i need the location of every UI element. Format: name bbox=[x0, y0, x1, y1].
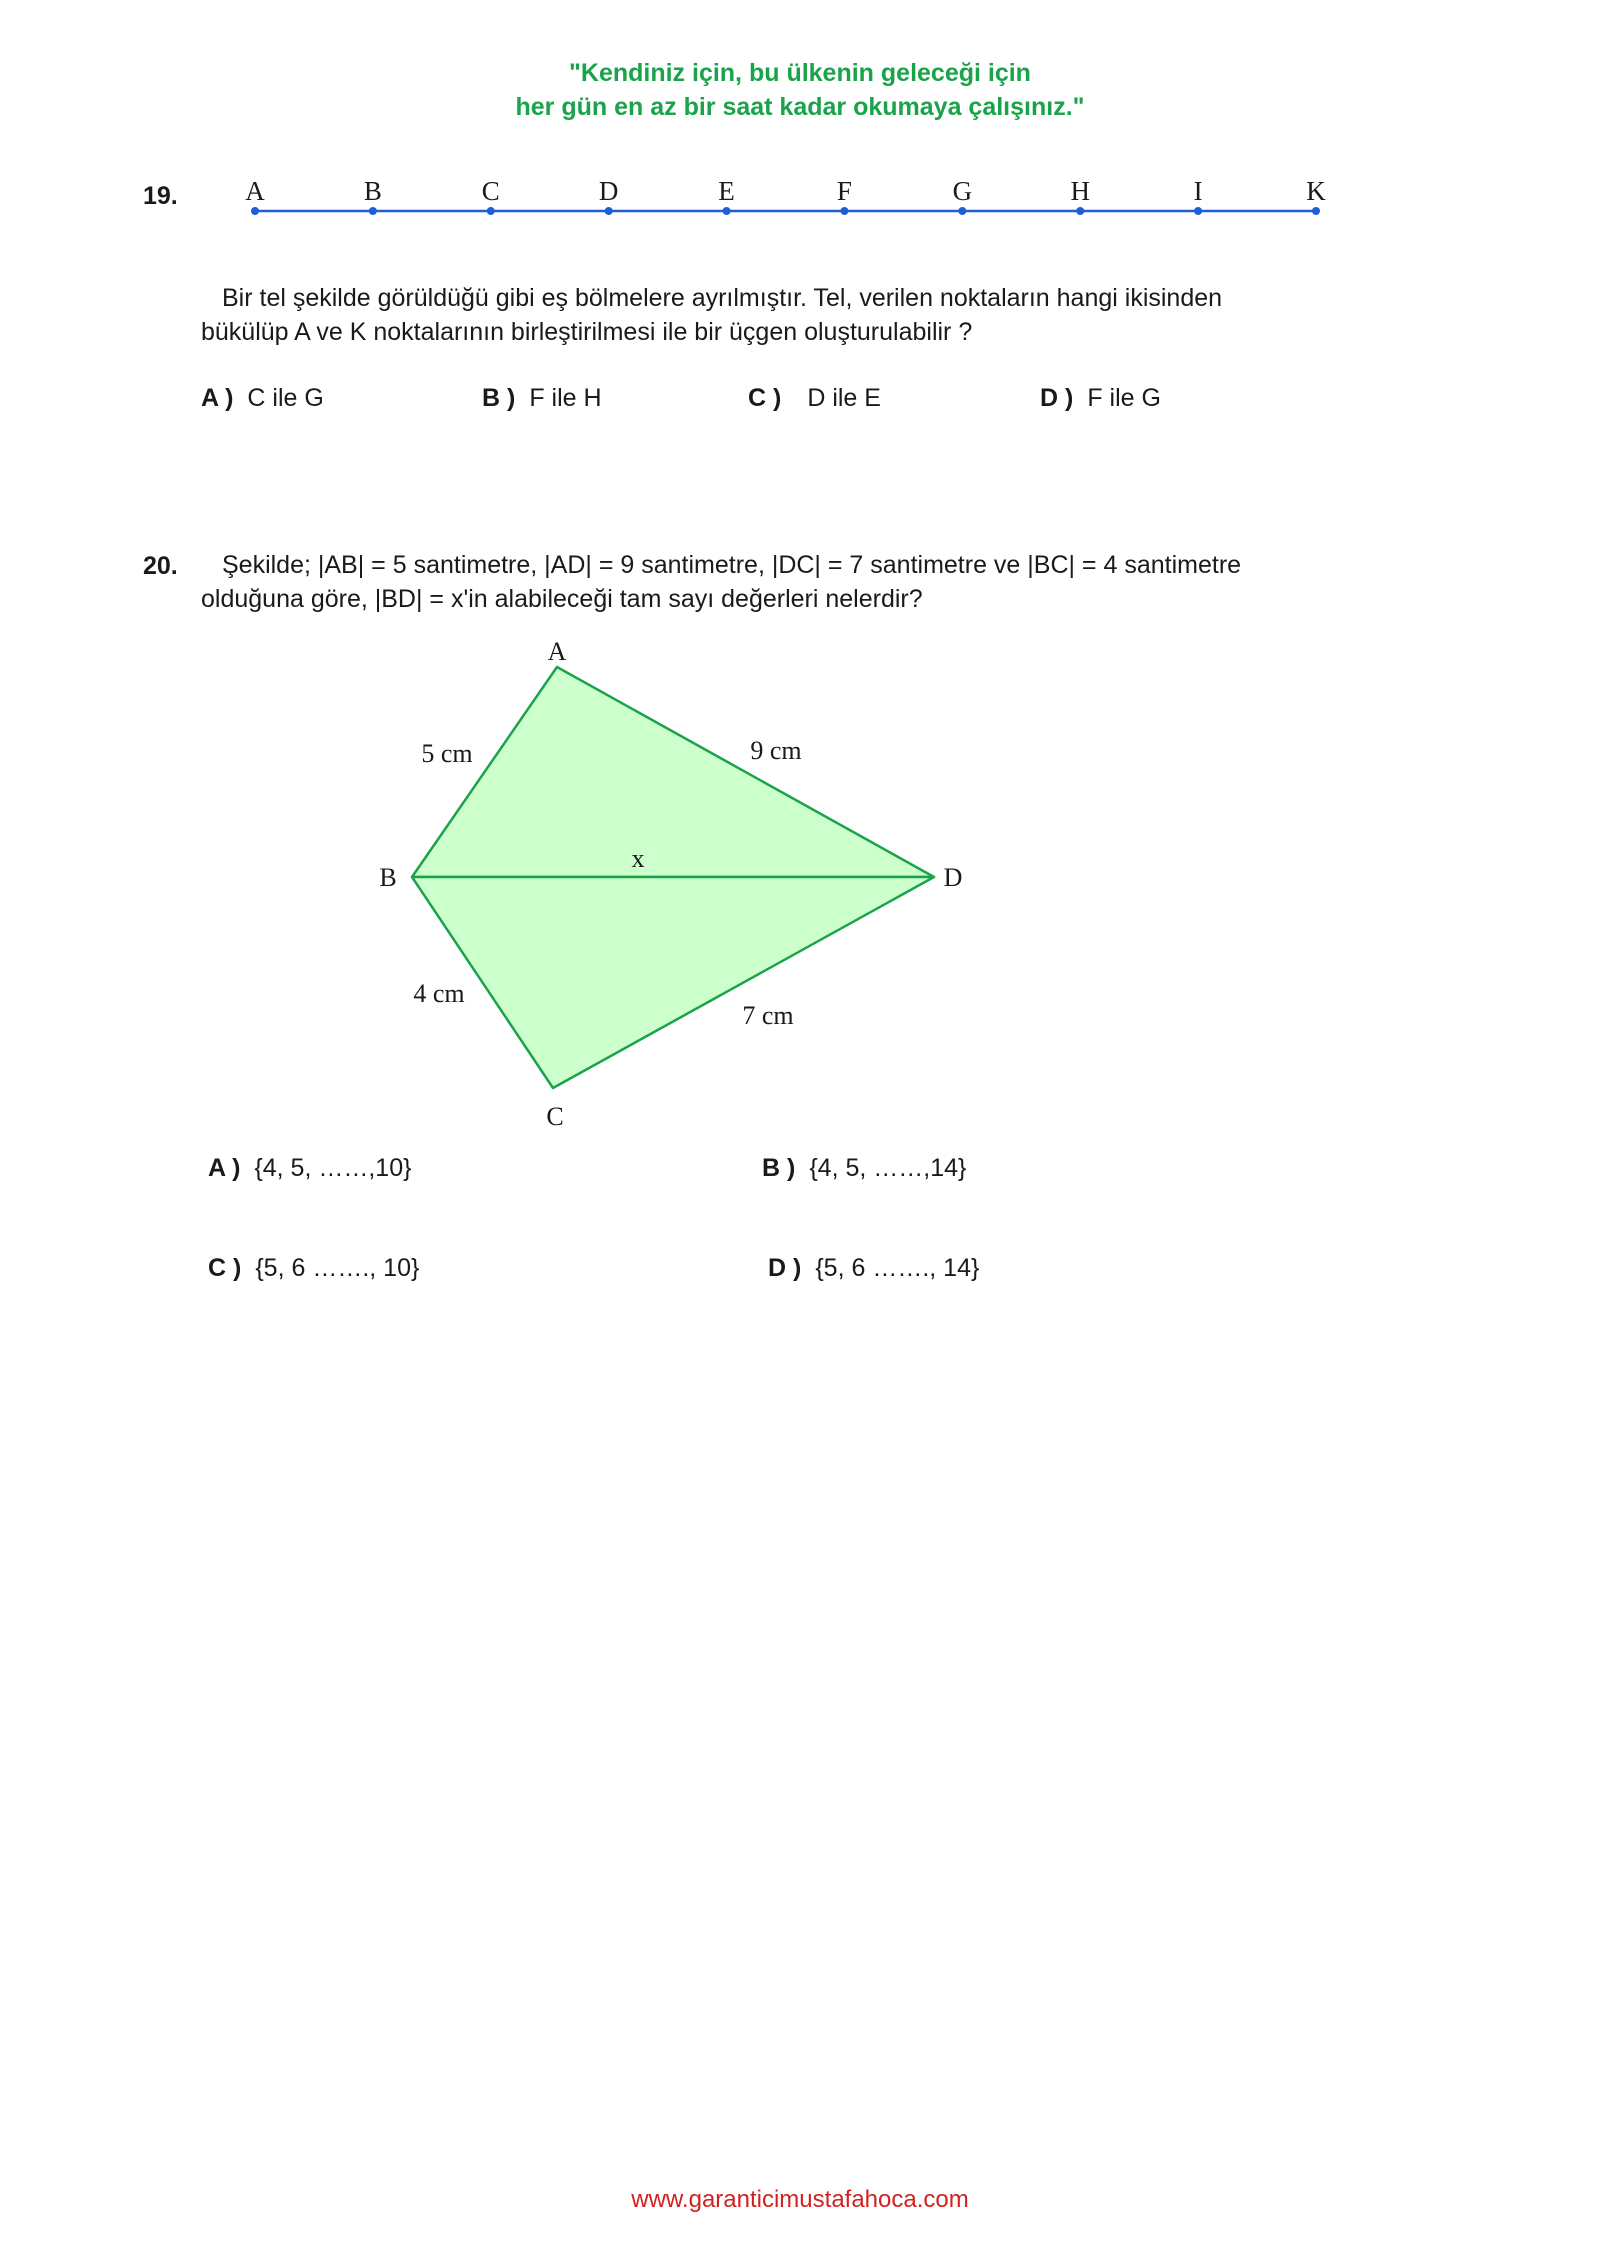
wire-point-label-d: D bbox=[598, 176, 619, 206]
option-text: D ile E bbox=[807, 384, 881, 412]
q20-option-d[interactable] bbox=[768, 1254, 979, 1283]
triangle-bcd bbox=[412, 877, 934, 1088]
option-letter: A ) bbox=[201, 384, 234, 412]
wire-point-label-b: B bbox=[363, 176, 382, 206]
option-letter: C ) bbox=[748, 384, 782, 412]
q20-option-c[interactable] bbox=[208, 1254, 419, 1283]
option-text: F ile G bbox=[1087, 384, 1161, 412]
q20-option-a[interactable] bbox=[208, 1154, 411, 1183]
motto-line-1: "Kendiniz için, bu ülkenin geleceği için bbox=[569, 59, 1031, 87]
option-text: {4, 5, ……,10} bbox=[254, 1154, 412, 1182]
side-ad-label: 9 cm bbox=[750, 736, 802, 765]
option-text: F ile H bbox=[529, 384, 602, 412]
footer-url[interactable]: www.garanticimustafahoca.com bbox=[631, 2186, 969, 2213]
motto-line-2: her gün en az bir saat kadar okumaya çalışınız." bbox=[515, 93, 1085, 121]
wire-point-label-g: G bbox=[952, 176, 973, 206]
question-20-text-line-1: Şekilde; |AB| = 5 santimetre, |AD| = 9 santimetre, |DC| = 7 santimetre ve |BC| = 4 santimetre bbox=[222, 551, 1242, 579]
wire-point-label-f: F bbox=[836, 176, 852, 206]
side-bd-label: x bbox=[631, 844, 645, 873]
question-19-text-line-1: Bir tel şekilde görüldüğü gibi eş bölmelere ayrılmıştır. Tel, verilen noktaların hangi ikisinden bbox=[222, 284, 1223, 312]
wire-point-label-a: A bbox=[245, 176, 265, 206]
question-20-text-line-2: olduğuna göre, |BD| = x'in alabileceği tam sayı değerleri nelerdir? bbox=[201, 585, 923, 613]
vertex-d-label: D bbox=[943, 863, 963, 892]
q20-option-b[interactable] bbox=[762, 1154, 966, 1183]
side-dc-label: 7 cm bbox=[742, 1001, 794, 1030]
option-text: {5, 6 ……., 10} bbox=[255, 1254, 420, 1282]
triangle-abd bbox=[412, 667, 934, 877]
option-letter: D ) bbox=[1040, 384, 1074, 412]
wire-point-label-i: I bbox=[1193, 176, 1203, 206]
vertex-a-label: A bbox=[547, 637, 567, 666]
option-letter: A ) bbox=[208, 1154, 241, 1182]
question-19-number: 19. bbox=[143, 182, 178, 210]
option-text: C ile G bbox=[247, 384, 324, 412]
option-text: {5, 6 ……., 14} bbox=[815, 1254, 980, 1282]
wire-point-label-c: C bbox=[481, 176, 500, 206]
vertex-c-label: C bbox=[546, 1102, 564, 1131]
side-bc-label: 4 cm bbox=[413, 979, 465, 1008]
question-20-number: 20. bbox=[143, 552, 178, 580]
option-text: {4, 5, ……,14} bbox=[809, 1154, 967, 1182]
vertex-b-label: B bbox=[379, 863, 397, 892]
side-ab-label: 5 cm bbox=[421, 739, 473, 768]
wire-point-label-h: H bbox=[1070, 176, 1090, 206]
option-letter: D ) bbox=[768, 1254, 802, 1282]
option-letter: B ) bbox=[482, 384, 516, 412]
option-letter: B ) bbox=[762, 1154, 796, 1182]
wire-point-label-e: E bbox=[718, 176, 735, 206]
option-letter: C ) bbox=[208, 1254, 242, 1282]
wire-point-label-k: K bbox=[1306, 176, 1326, 206]
question-19-text-line-2: bükülüp A ve K noktalarının birleştirilmesi ile bir üçgen oluşturulabilir ? bbox=[201, 318, 973, 346]
